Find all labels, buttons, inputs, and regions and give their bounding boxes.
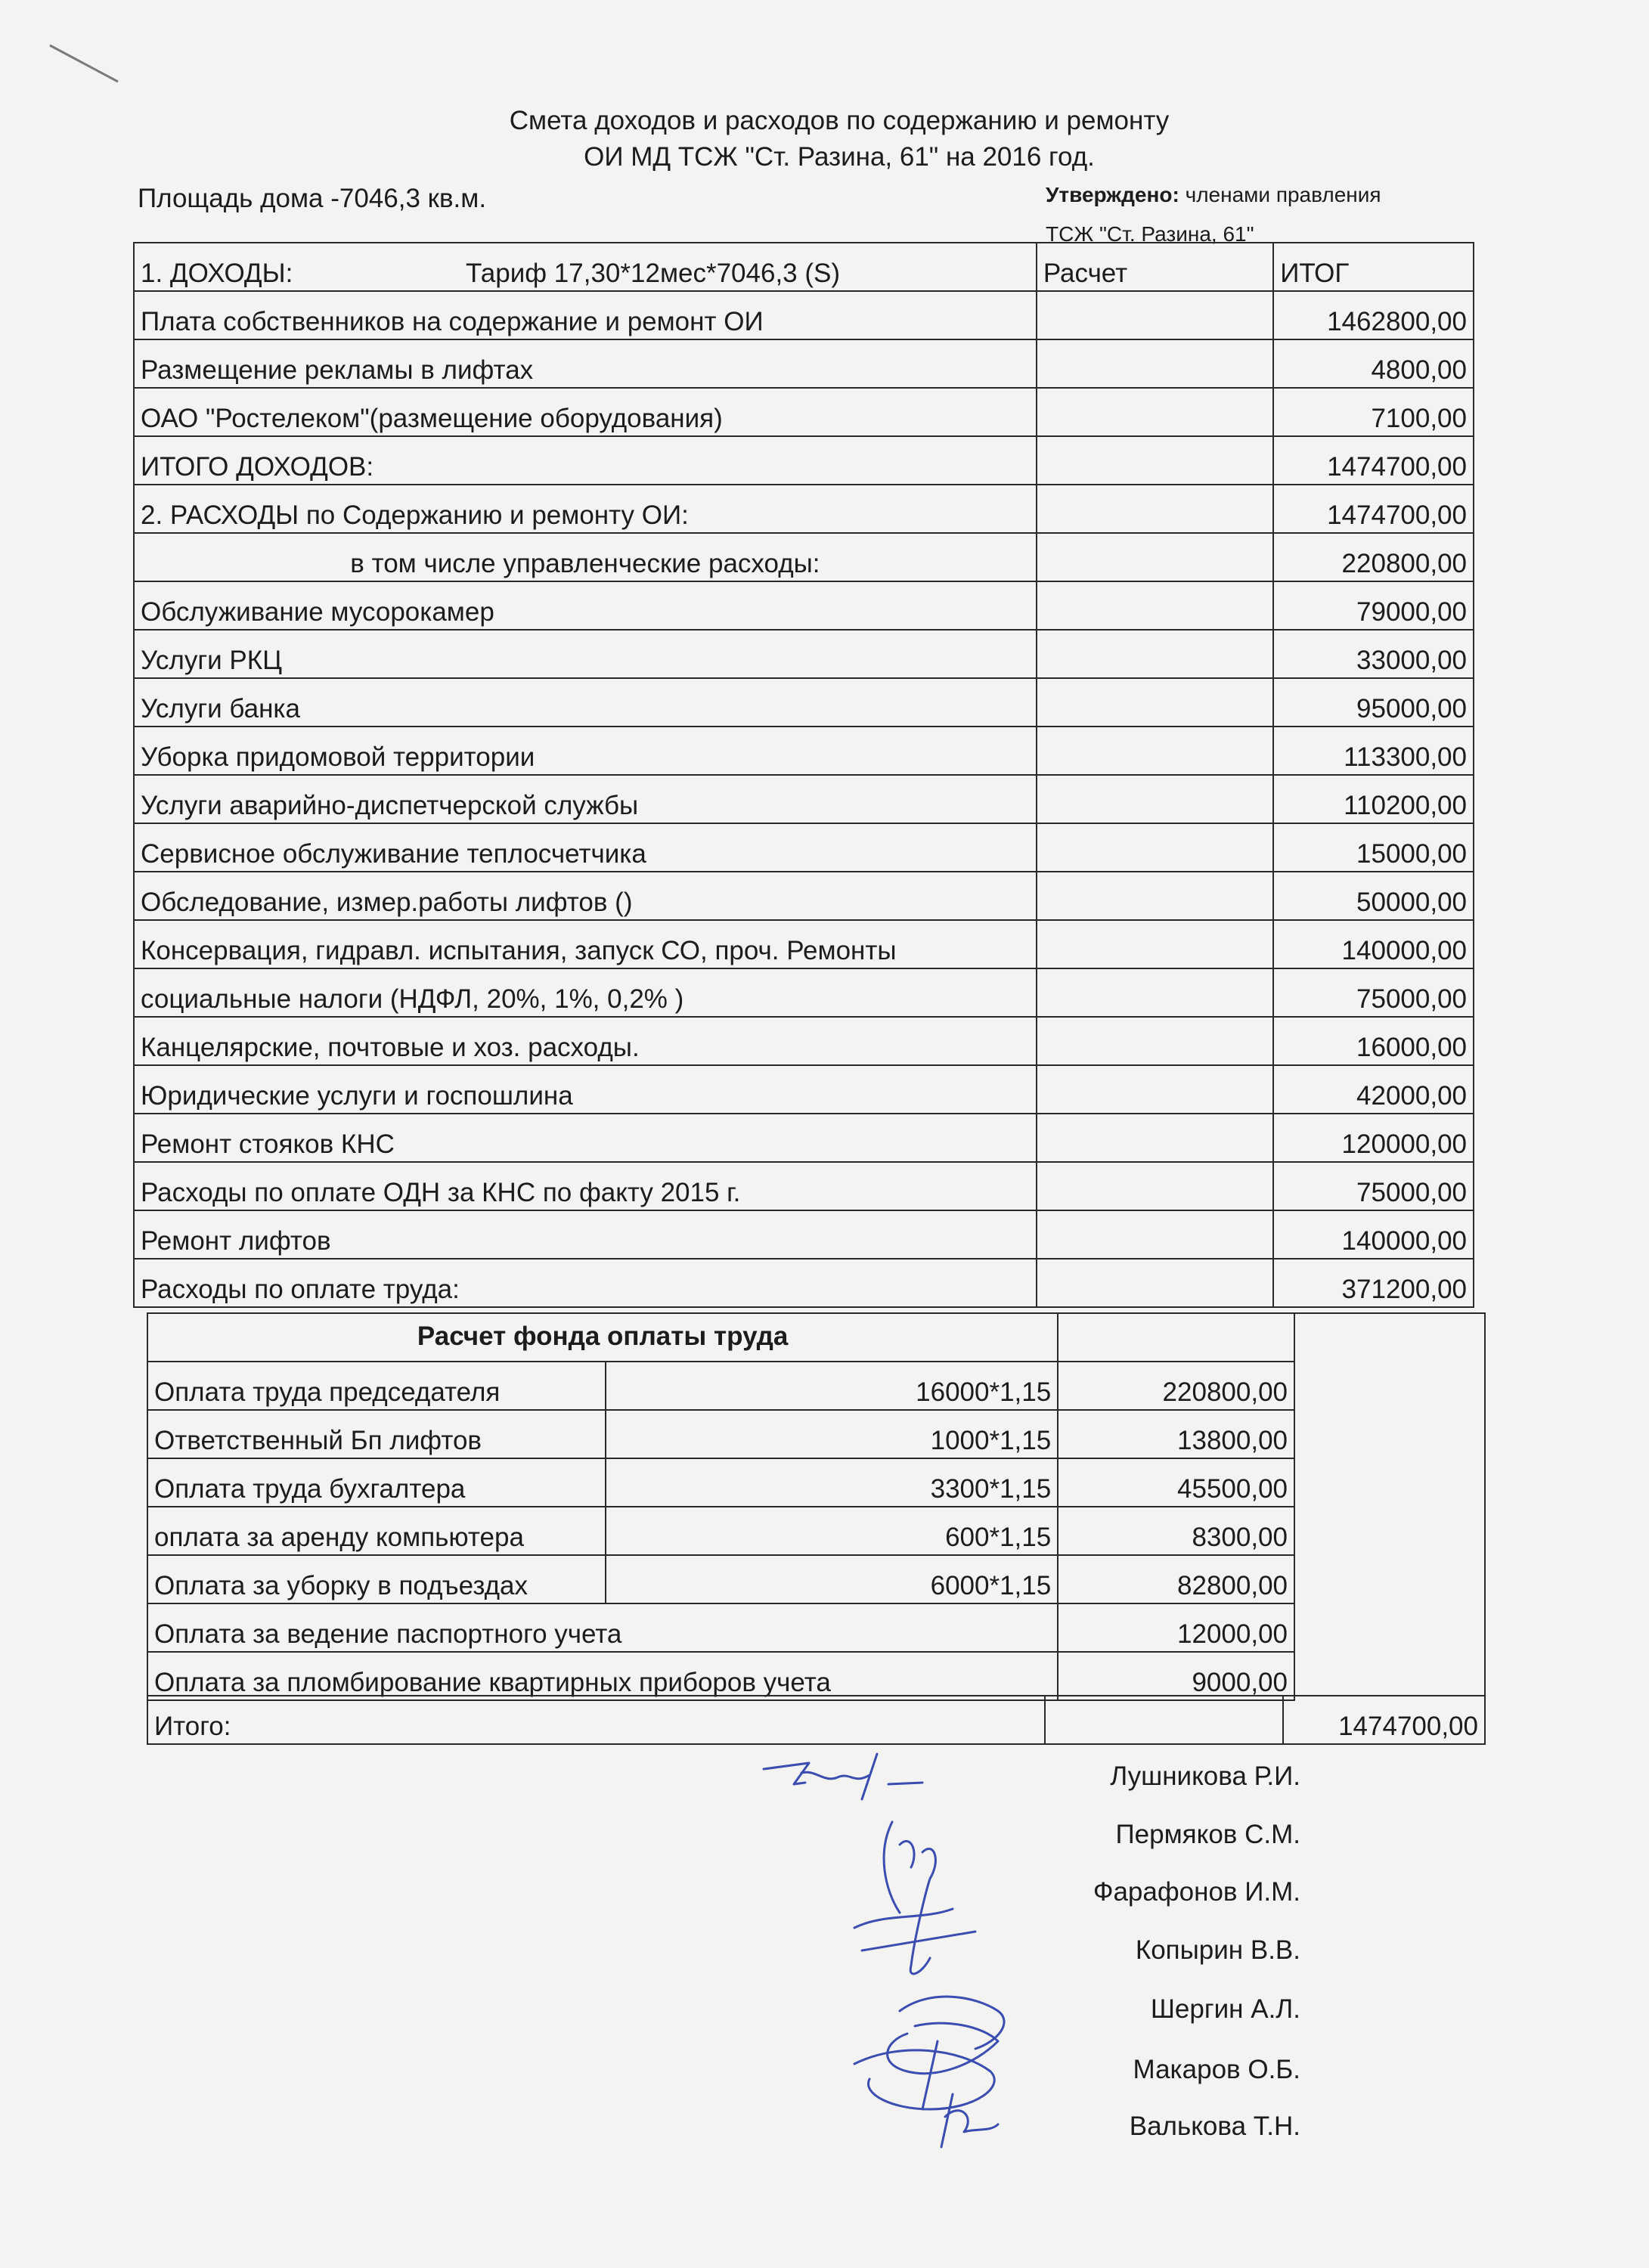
- table-row: [134, 388, 1474, 436]
- approved-label: Утверждено:: [1046, 183, 1179, 206]
- row-calc: [1037, 581, 1273, 630]
- payroll-value: 82800,00: [1058, 1555, 1294, 1603]
- payroll-label: оплата за аренду компьютера: [147, 1507, 606, 1555]
- table-row: [134, 1259, 1474, 1307]
- row-label: Расходы по оплате ОДН за КНС по факту 2015 г.: [134, 1162, 1037, 1210]
- row-label: Размещение рекламы в лифтах: [134, 339, 1037, 388]
- row-calc: [1037, 1017, 1273, 1065]
- table-row: [147, 1603, 1294, 1652]
- row-value: 371200,00: [1273, 1259, 1474, 1307]
- table-row: [134, 1162, 1474, 1210]
- row-label: Обследование, измер.работы лифтов (): [134, 872, 1037, 920]
- row-value: 15000,00: [1273, 823, 1474, 872]
- row-value: 1474700,00: [1273, 436, 1474, 485]
- title-line-2: ОИ МД ТСЖ "Ст. Разина, 61" на 2016 год.: [584, 142, 1095, 172]
- header-total-cell: ИТОГ: [1273, 243, 1474, 291]
- row-label: Юридические услуги и госпошлина: [134, 1065, 1037, 1114]
- payroll-table: [147, 1312, 1295, 1701]
- signatory-name: Валькова Т.Н.: [1129, 2112, 1300, 2141]
- row-calc: [1037, 1065, 1273, 1114]
- row-value: 16000,00: [1273, 1017, 1474, 1065]
- row-value: 95000,00: [1273, 678, 1474, 727]
- row-calc: [1037, 823, 1273, 872]
- row-value: 7100,00: [1273, 388, 1474, 436]
- header-income-cell: [134, 243, 1037, 291]
- approved-text: членами правления: [1185, 183, 1381, 206]
- row-value: 42000,00: [1273, 1065, 1474, 1114]
- row-label: Ремонт стояков КНС: [134, 1114, 1037, 1162]
- row-label: Уборка придомовой территории: [134, 727, 1037, 775]
- payroll-value: 13800,00: [1058, 1410, 1294, 1458]
- row-calc: [1037, 339, 1273, 388]
- grand-total-label: Итого:: [147, 1696, 1045, 1744]
- header-calc-cell: Расчет: [1037, 243, 1273, 291]
- row-value: 220800,00: [1273, 533, 1474, 581]
- signatory-name: Копырин В.В.: [1135, 1935, 1300, 1965]
- row-calc: [1037, 291, 1273, 339]
- payroll-formula: 600*1,15: [606, 1507, 1058, 1555]
- signatory-name: Фарафонов И.М.: [1093, 1877, 1300, 1907]
- payroll-value: 45500,00: [1058, 1458, 1294, 1507]
- row-label: ИТОГО ДОХОДОВ:: [134, 436, 1037, 485]
- house-area: Площадь дома -7046,3 кв.м.: [138, 184, 487, 213]
- table-row: [134, 968, 1474, 1017]
- table-row: [134, 339, 1474, 388]
- row-calc: [1037, 533, 1273, 581]
- payroll-label: Оплата за пломбирование квартирных приборов учета: [147, 1652, 1058, 1700]
- row-label: Канцелярские, почтовые и хоз. расходы.: [134, 1017, 1037, 1065]
- row-value: 79000,00: [1273, 581, 1474, 630]
- payroll-side-column: [1295, 1312, 1486, 1696]
- table-row: [134, 533, 1474, 581]
- payroll-formula: 3300*1,15: [606, 1458, 1058, 1507]
- row-value: 50000,00: [1273, 872, 1474, 920]
- row-calc: [1037, 920, 1273, 968]
- row-value: 140000,00: [1273, 920, 1474, 968]
- table-row: [134, 775, 1474, 823]
- row-value: 1462800,00: [1273, 291, 1474, 339]
- grand-total-row: [147, 1696, 1485, 1744]
- payroll-formula: 6000*1,15: [606, 1555, 1058, 1603]
- row-calc: [1037, 727, 1273, 775]
- row-calc: [1037, 485, 1273, 533]
- row-calc: [1037, 968, 1273, 1017]
- table-row: [134, 291, 1474, 339]
- row-calc: [1037, 1259, 1273, 1307]
- row-label: Услуги аварийно-диспетчерской службы: [134, 775, 1037, 823]
- row-label: в том числе управленческие расходы:: [134, 533, 1037, 581]
- table-row: [134, 436, 1474, 485]
- row-calc: [1037, 630, 1273, 678]
- staple-mark-icon: [45, 39, 136, 92]
- grand-total-value: 1474700,00: [1283, 1696, 1485, 1744]
- title-line-1: Смета доходов и расходов по содержанию и ремонту: [509, 106, 1170, 135]
- table-row: [134, 1210, 1474, 1259]
- table-row: [147, 1652, 1294, 1700]
- table-row: [147, 1507, 1294, 1555]
- row-value: 140000,00: [1273, 1210, 1474, 1259]
- row-label: социальные налоги (НДФЛ, 20%, 1%, 0,2% ): [134, 968, 1037, 1017]
- row-value: 113300,00: [1273, 727, 1474, 775]
- payroll-title-spacer: [1058, 1313, 1294, 1362]
- income-heading: 1. ДОХОДЫ:: [141, 259, 293, 288]
- row-label: Расходы по оплате труда:: [134, 1259, 1037, 1307]
- table-row: [134, 678, 1474, 727]
- table-row: [134, 920, 1474, 968]
- payroll-formula: 16000*1,15: [606, 1362, 1058, 1410]
- row-value: 120000,00: [1273, 1114, 1474, 1162]
- payroll-title: Расчет фонда оплаты труда: [147, 1313, 1058, 1362]
- row-label: Консервация, гидравл. испытания, запуск СО, проч. Ремонты: [134, 920, 1037, 968]
- row-value: 110200,00: [1273, 775, 1474, 823]
- payroll-label: Оплата труда председателя: [147, 1362, 606, 1410]
- table-row: [134, 485, 1474, 533]
- tariff-formula: Тариф 17,30*12мес*7046,3 (S): [466, 259, 841, 288]
- document-title: [423, 103, 1255, 175]
- row-label: 2. РАСХОДЫ по Содержанию и ремонту ОИ:: [134, 485, 1037, 533]
- signatory-name: Пермяков С.М.: [1115, 1820, 1300, 1849]
- payroll-label: Оплата труда бухгалтера: [147, 1458, 606, 1507]
- payroll-label: Оплата за ведение паспортного учета: [147, 1603, 1058, 1652]
- row-calc: [1037, 1162, 1273, 1210]
- table-row: [134, 1065, 1474, 1114]
- row-calc: [1037, 872, 1273, 920]
- row-label: Сервисное обслуживание теплосчетчика: [134, 823, 1037, 872]
- payroll-value: 9000,00: [1058, 1652, 1294, 1700]
- row-calc: [1037, 436, 1273, 485]
- row-value: 4800,00: [1273, 339, 1474, 388]
- row-label: Обслуживание мусорокамер: [134, 581, 1037, 630]
- row-calc: [1037, 1114, 1273, 1162]
- row-calc: [1037, 775, 1273, 823]
- signatory-name: Шергин А.Л.: [1150, 1994, 1300, 2024]
- row-value: 33000,00: [1273, 630, 1474, 678]
- table-row: [147, 1458, 1294, 1507]
- budget-table-header: [134, 243, 1474, 291]
- payroll-value: 220800,00: [1058, 1362, 1294, 1410]
- row-value: 75000,00: [1273, 968, 1474, 1017]
- row-label: Ремонт лифтов: [134, 1210, 1037, 1259]
- row-calc: [1037, 678, 1273, 727]
- signature-scribbles: [749, 1739, 1096, 2162]
- signatory-name: Макаров О.Б.: [1133, 2055, 1300, 2084]
- row-label: Услуги банка: [134, 678, 1037, 727]
- table-row: [134, 581, 1474, 630]
- grand-total-calc: [1045, 1696, 1283, 1744]
- row-value: 1474700,00: [1273, 485, 1474, 533]
- grand-total-table: [147, 1695, 1486, 1745]
- row-label: Плата собственников на содержание и ремонт ОИ: [134, 291, 1037, 339]
- payroll-title-row: [147, 1313, 1294, 1362]
- signatory-name: Лушникова Р.И.: [1110, 1761, 1300, 1791]
- table-row: [134, 630, 1474, 678]
- table-row: [134, 823, 1474, 872]
- row-label: Услуги РКЦ: [134, 630, 1037, 678]
- row-calc: [1037, 388, 1273, 436]
- table-row: [134, 1114, 1474, 1162]
- payroll-label: Оплата за уборку в подъездах: [147, 1555, 606, 1603]
- row-value: 75000,00: [1273, 1162, 1474, 1210]
- payroll-value: 8300,00: [1058, 1507, 1294, 1555]
- row-label: ОАО "Ростелеком"(размещение оборудования): [134, 388, 1037, 436]
- payroll-formula: 1000*1,15: [606, 1410, 1058, 1458]
- row-calc: [1037, 1210, 1273, 1259]
- table-row: [147, 1410, 1294, 1458]
- table-row: [147, 1362, 1294, 1410]
- budget-table: [133, 242, 1474, 1308]
- approved-line-2: ТСЖ "Ст. Разина, 61": [1046, 222, 1254, 246]
- table-row: [147, 1555, 1294, 1603]
- table-row: [134, 727, 1474, 775]
- table-row: [134, 1017, 1474, 1065]
- payroll-value: 12000,00: [1058, 1603, 1294, 1652]
- payroll-label: Ответственный Бп лифтов: [147, 1410, 606, 1458]
- table-row: [134, 872, 1474, 920]
